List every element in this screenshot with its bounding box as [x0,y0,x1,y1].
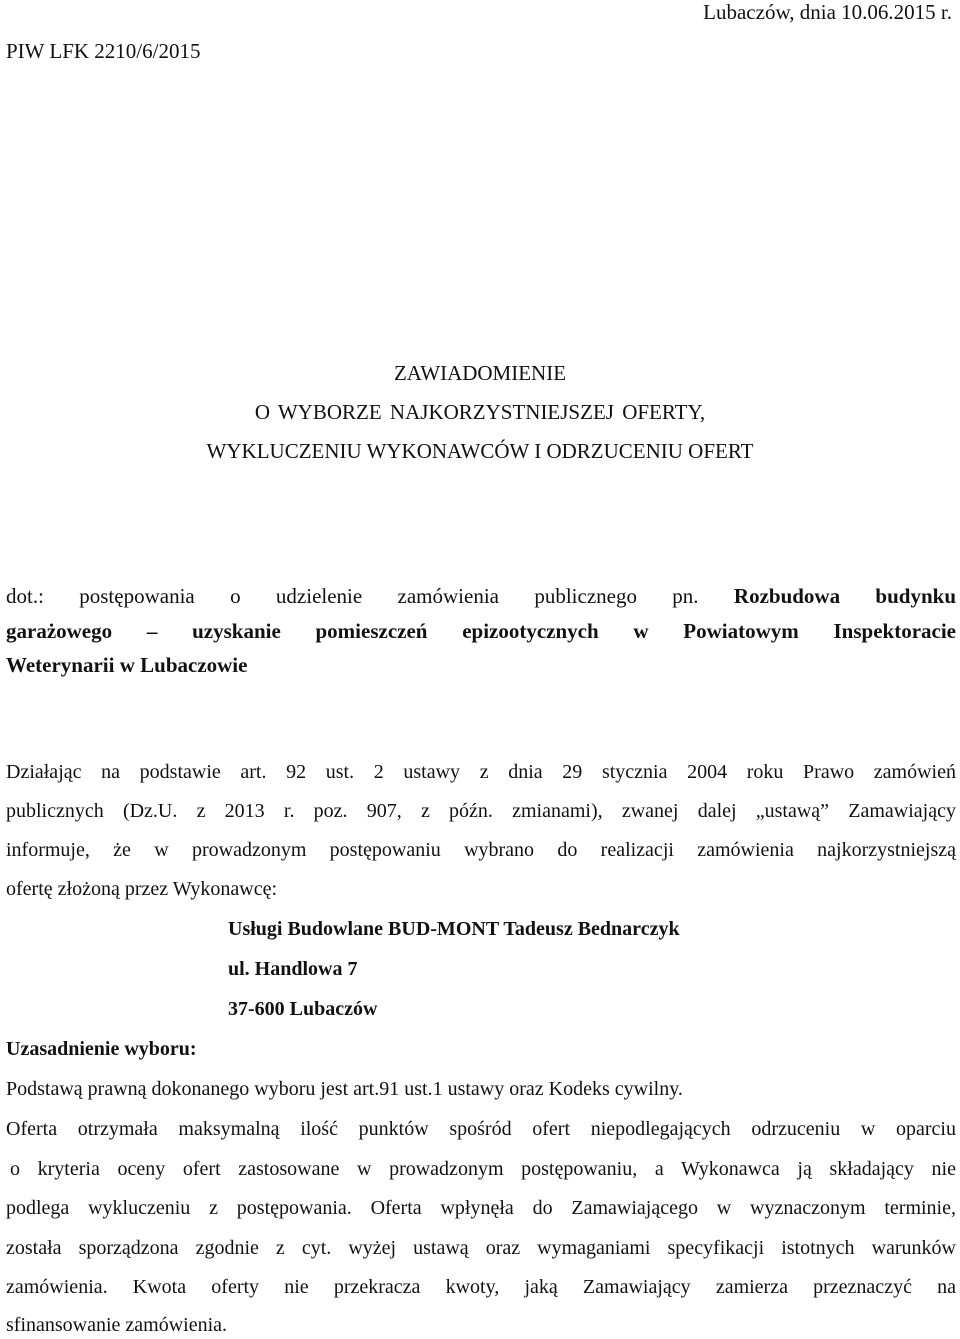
document-date: Lubaczów, dnia 10.06.2015 r. [703,0,952,24]
justification-line-6: sfinansowanie zamówienia. [6,1314,228,1336]
subject-prefix: dot.: postępowania o udzielenie zamówienia publicznego pn. [6,584,699,608]
justification-line-4: została sporządzona zgodnie z cyt. wyżej ustawą oraz wymaganiami specyfikacji istotnych warunków [6,1237,956,1259]
contractor-name: Usługi Budowlane BUD-MONT Tadeusz Bednarczyk [228,918,680,940]
subject-line-2: garażowego – uzyskanie pomieszczeń epizootycznych w Powiatowym Inspektoracie [6,619,956,643]
legal-basis: Podstawą prawną dokonanego wyboru jest art.91 ust.1 ustawy oraz Kodeks cywilny. [6,1078,683,1100]
justification-line-2: o kryteria oceny ofert zastosowane w prowadzonym postępowaniu, a Wykonawca ją składający nie [10,1158,956,1180]
intro-line-1: Działając na podstawie art. 92 ust. 2 ustawy z dnia 29 stycznia 2004 roku Prawo zamówień [6,761,956,783]
intro-line-4: ofertę złożoną przez Wykonawcę: [6,878,278,900]
intro-line-3: informuje, że w prowadzonym postępowaniu wybrano do realizacji zamówienia najkorzystniejszą [6,839,956,861]
justification-line-1: Oferta otrzymała maksymalną ilość punktów spośród ofert niepodlegających odrzuceniu w oparciu [6,1118,956,1140]
justification-heading: Uzasadnienie wyboru: [6,1038,197,1060]
reference-number: PIW LFK 2210/6/2015 [6,39,201,63]
contractor-street: ul. Handlowa 7 [228,958,358,980]
intro-line-2: publicznych (Dz.U. z 2013 r. poz. 907, z późn. zmianami), zwanej dalej „ustawą” Zamawiający [6,800,956,822]
document-title-line3: WYKLUCZENIU WYKONAWCÓW I ODRZUCENIU OFERT [206,439,754,463]
subject-line-1 [6,584,956,609]
justification-line-5: zamówienia. Kwota oferty nie przekracza kwoty, jaką Zamawiający zamierza przeznaczyć na [6,1276,956,1298]
document-title: ZAWIADOMIENIE [393,361,567,385]
subject-title-start: Rozbudowa budynku [733,584,957,608]
contractor-city: 37-600 Lubaczów [228,998,378,1020]
document-title-line2: O WYBORZE NAJKORZYSTNIEJSZEJ OFERTY, [254,400,706,424]
justification-line-3: podlega wykluczeniu z postępowania. Oferta wpłynęła do Zamawiającego w wyznaczonym terminie, [6,1197,956,1219]
subject-line-3: Weterynarii w Lubaczowie [6,653,248,677]
